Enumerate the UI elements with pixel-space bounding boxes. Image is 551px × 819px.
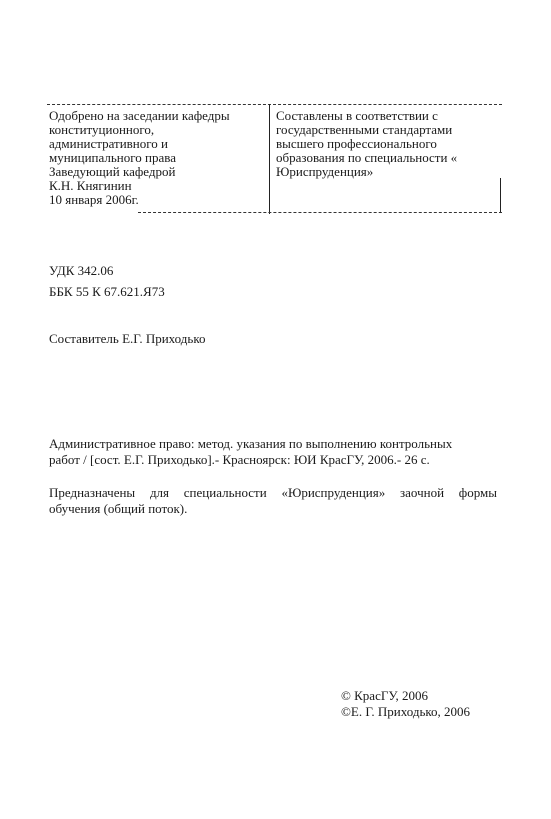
intended-line: обучения (общий поток). <box>49 501 188 516</box>
compliance-line: высшего профессионального <box>276 136 437 151</box>
approval-line: К.Н. Княгинин <box>49 178 132 193</box>
approval-line: Одобрено на заседании кафедры <box>49 108 230 123</box>
approval-line: административного и <box>49 136 168 151</box>
intended-line: Предназначены для специальности «Юриспруденция» заочной формы <box>49 485 497 500</box>
approval-date: 10 января 2006г. <box>49 192 139 207</box>
compliance-line: образования по специальности « <box>276 150 458 165</box>
header-top-rule <box>47 104 502 105</box>
copyright-block <box>341 688 470 720</box>
compiler-line: Составитель Е.Г. Приходько <box>49 331 206 346</box>
approval-line: Заведующий кафедрой <box>49 164 176 179</box>
copyright-line: ©Е. Г. Приходько, 2006 <box>341 704 471 719</box>
approval-block <box>49 109 230 207</box>
header-bottom-rule <box>138 212 502 213</box>
approval-line: муниципального права <box>49 150 176 165</box>
compliance-block <box>276 109 457 179</box>
bibliographic-line: работ / [сост. Е.Г. Приходько].- Красноярск: ЮИ КрасГУ, 2006.- 26 с. <box>49 452 430 467</box>
bbk-code: ББК 55 К 67.621.Я73 <box>49 284 165 299</box>
approval-line: конституционного, <box>49 122 155 137</box>
copyright-line: © КрасГУ, 2006 <box>341 688 428 703</box>
header-column-divider <box>269 104 270 214</box>
compliance-line: Составлены в соответствии с <box>276 108 438 123</box>
header-right-rule <box>500 178 501 212</box>
compliance-line: государственными стандартами <box>276 122 453 137</box>
bibliographic-line: Административное право: метод. указания по выполнению контрольных <box>49 436 453 451</box>
udk-code: УДК 342.06 <box>49 263 114 278</box>
intended-audience <box>49 485 497 517</box>
compliance-line: Юриспруденция» <box>276 164 374 179</box>
bibliographic-record <box>49 436 452 468</box>
